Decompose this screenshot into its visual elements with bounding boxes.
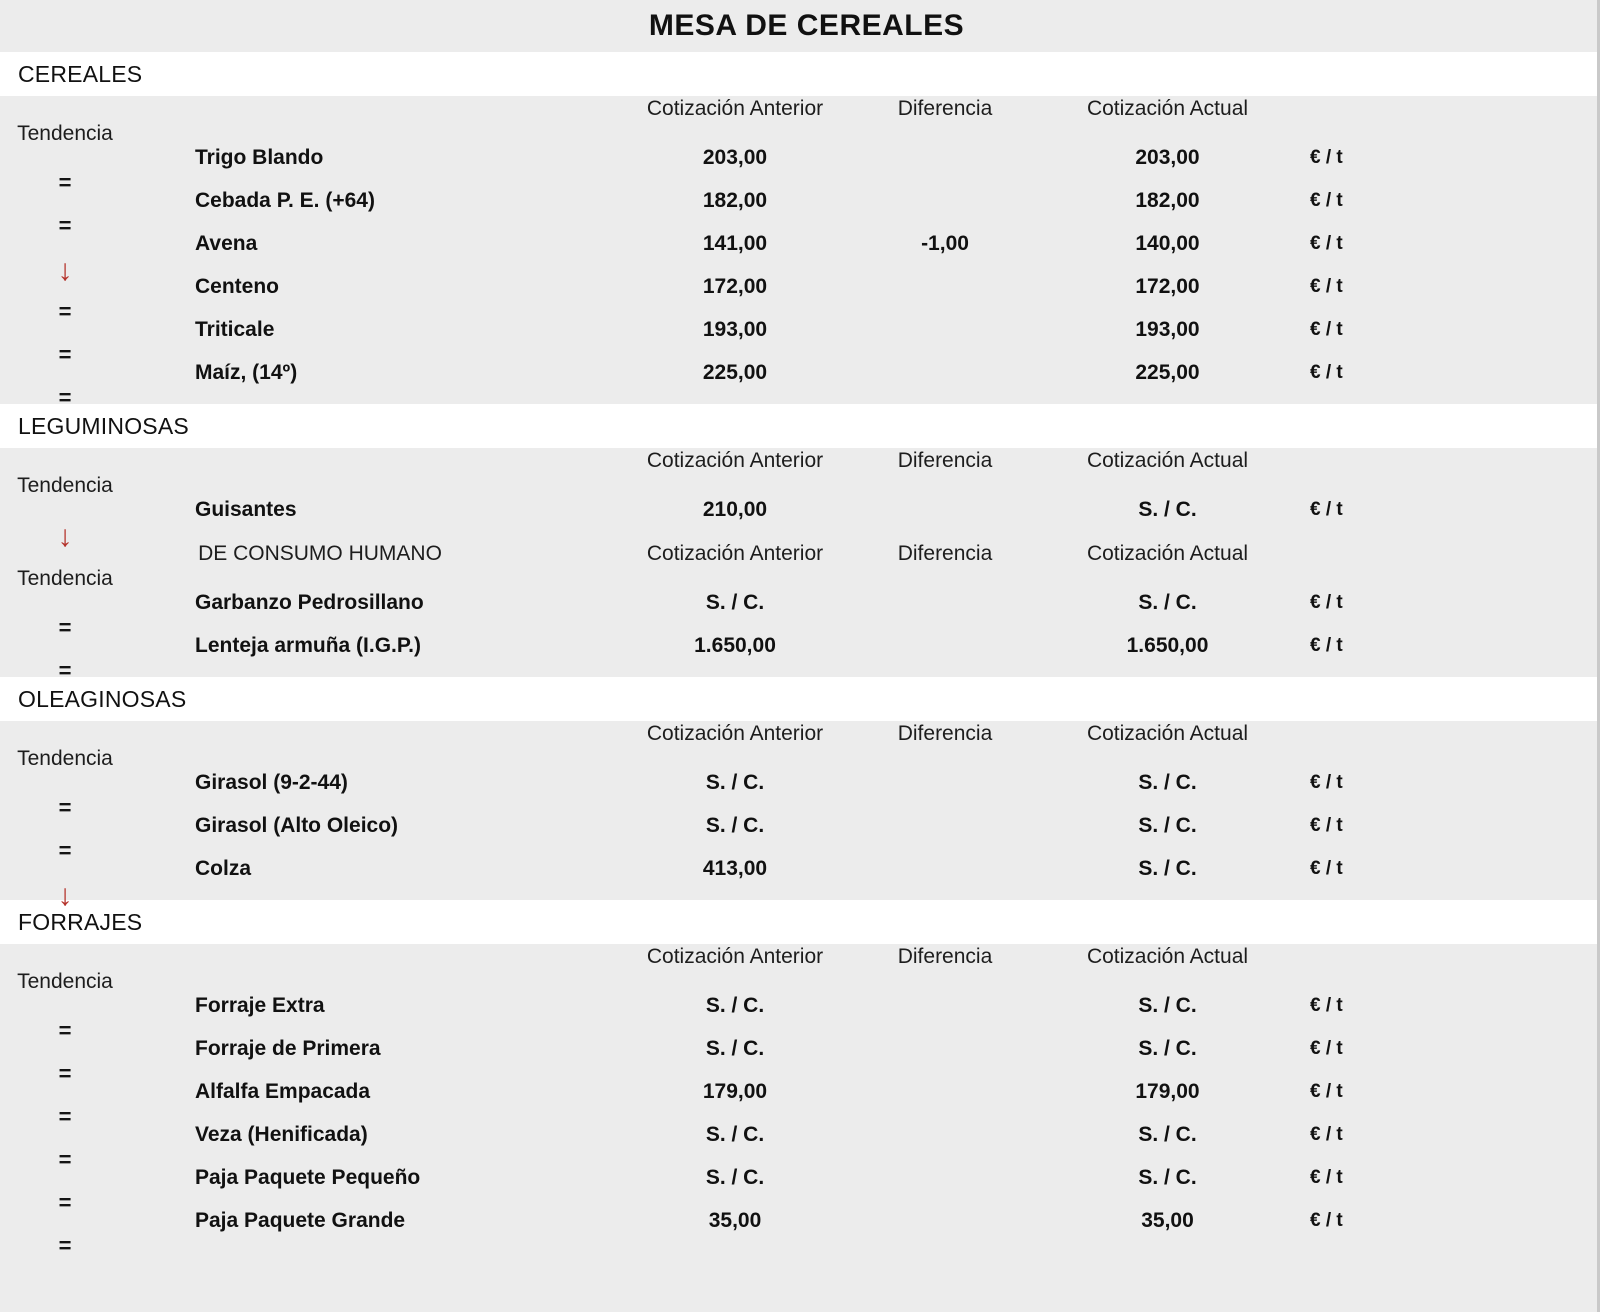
equals-icon: = bbox=[58, 385, 72, 410]
product-name-cell bbox=[0, 1123, 635, 1147]
unit-label: € / t bbox=[1310, 772, 1343, 793]
unit-label: € / t bbox=[1310, 1038, 1343, 1059]
page-title-bar bbox=[0, 0, 1597, 52]
product-name: Forraje Extra bbox=[195, 994, 325, 1017]
product-name-cell bbox=[0, 189, 635, 213]
arrow-down-icon: ↓ bbox=[57, 879, 73, 912]
current-quote-value: 172,00 bbox=[1135, 275, 1200, 298]
product-name-cell bbox=[0, 146, 635, 170]
table-row bbox=[0, 318, 1597, 367]
unit-label: € / t bbox=[1310, 147, 1343, 168]
equals-icon: = bbox=[58, 213, 72, 238]
column-heading-difference: Diferencia bbox=[897, 721, 993, 745]
previous-quote-value: S. / C. bbox=[705, 1037, 765, 1060]
equals-icon: = bbox=[58, 838, 72, 863]
column-heading-difference: Diferencia bbox=[897, 541, 993, 565]
table-row bbox=[0, 275, 1597, 324]
table-row bbox=[0, 634, 1597, 683]
product-name: Trigo Blando bbox=[195, 146, 324, 169]
current-quote-value: 35,00 bbox=[1141, 1209, 1194, 1232]
current-quote-value: S. / C. bbox=[1138, 1037, 1197, 1060]
table-row bbox=[0, 814, 1597, 863]
product-name: Forraje de Primera bbox=[195, 1037, 381, 1060]
column-heading-row bbox=[0, 96, 1597, 146]
table-row bbox=[0, 1123, 1597, 1172]
product-name: Girasol (9-2-44) bbox=[195, 771, 348, 794]
column-heading-current: Cotización Actual bbox=[1086, 448, 1249, 472]
product-name-cell bbox=[0, 275, 635, 299]
product-name-cell bbox=[0, 591, 635, 615]
previous-quote-value: S. / C. bbox=[705, 814, 765, 837]
trend-cell bbox=[0, 1233, 185, 1259]
column-heading-difference: Diferencia bbox=[897, 944, 993, 968]
column-heading-trend: Tendencia bbox=[17, 746, 113, 770]
equals-icon: = bbox=[58, 1018, 72, 1043]
previous-quote-value: 1.650,00 bbox=[694, 634, 776, 657]
table-row bbox=[0, 146, 1597, 195]
unit-label: € / t bbox=[1310, 1081, 1343, 1102]
table-row bbox=[0, 771, 1597, 820]
product-name: Lenteja armuña (I.G.P.) bbox=[195, 634, 422, 657]
product-name: Maíz, (14º) bbox=[195, 361, 298, 384]
column-heading-trend: Tendencia bbox=[17, 121, 113, 145]
section-title: CEREALES bbox=[18, 60, 143, 87]
column-heading-difference: Diferencia bbox=[897, 96, 993, 120]
product-name-cell bbox=[0, 1037, 635, 1061]
product-name-cell bbox=[0, 857, 635, 881]
previous-quote-value: S. / C. bbox=[705, 994, 765, 1017]
current-quote-value: S. / C. bbox=[1138, 498, 1197, 521]
product-name: Alfalfa Empacada bbox=[195, 1080, 371, 1103]
product-name-cell bbox=[0, 232, 635, 256]
subsection-label: DE CONSUMO HUMANO bbox=[198, 541, 442, 565]
equals-icon: = bbox=[58, 1147, 72, 1172]
column-heading-previous: Cotización Anterior bbox=[646, 944, 824, 968]
table-row bbox=[0, 1037, 1597, 1086]
column-heading-current: Cotización Actual bbox=[1086, 541, 1249, 565]
unit-label: € / t bbox=[1310, 233, 1343, 254]
column-heading-current: Cotización Actual bbox=[1086, 944, 1249, 968]
current-quote-value: S. / C. bbox=[1138, 857, 1197, 880]
column-heading-previous: Cotización Anterior bbox=[646, 541, 824, 565]
table-row bbox=[0, 857, 1597, 912]
equals-icon: = bbox=[58, 1190, 72, 1215]
unit-label: € / t bbox=[1310, 1124, 1343, 1145]
subsection-heading-row bbox=[0, 541, 1597, 591]
unit-label: € / t bbox=[1310, 635, 1343, 656]
product-name-cell bbox=[0, 634, 635, 658]
difference-value: -1,00 bbox=[921, 232, 969, 255]
previous-quote-value: 413,00 bbox=[702, 857, 768, 880]
previous-quote-value: 193,00 bbox=[702, 318, 768, 341]
previous-quote-value: 203,00 bbox=[702, 146, 768, 169]
product-name: Veza (Henificada) bbox=[195, 1123, 368, 1146]
table-row bbox=[0, 1166, 1597, 1215]
unit-label: € / t bbox=[1310, 276, 1343, 297]
current-quote-value: 203,00 bbox=[1135, 146, 1200, 169]
previous-quote-value: S. / C. bbox=[705, 771, 765, 794]
equals-icon: = bbox=[58, 342, 72, 367]
current-quote-value: 193,00 bbox=[1135, 318, 1200, 341]
equals-icon: = bbox=[58, 170, 72, 195]
product-name: Guisantes bbox=[195, 498, 297, 521]
section-title: FORRAJES bbox=[18, 908, 143, 935]
current-quote-value: 1.650,00 bbox=[1126, 634, 1209, 657]
table-row bbox=[0, 1209, 1597, 1258]
column-heading-previous: Cotización Anterior bbox=[646, 96, 824, 120]
product-name: Girasol (Alto Oleico) bbox=[195, 814, 399, 837]
current-quote-value: 179,00 bbox=[1135, 1080, 1200, 1103]
unit-label: € / t bbox=[1310, 858, 1343, 879]
table-row bbox=[0, 591, 1597, 640]
product-name: Paja Paquete Pequeño bbox=[195, 1166, 421, 1189]
previous-quote-value: 179,00 bbox=[702, 1080, 768, 1103]
previous-quote-value: S. / C. bbox=[705, 591, 765, 614]
unit-label: € / t bbox=[1310, 1210, 1343, 1231]
section-header-oleaginosas bbox=[0, 677, 1597, 721]
product-name-cell bbox=[0, 1166, 635, 1190]
column-heading-current: Cotización Actual bbox=[1086, 96, 1249, 120]
column-heading-trend: Tendencia bbox=[17, 566, 113, 590]
product-name-cell bbox=[0, 1080, 635, 1104]
equals-icon: = bbox=[58, 299, 72, 324]
column-heading-trend: Tendencia bbox=[17, 969, 113, 993]
current-quote-value: S. / C. bbox=[1138, 591, 1197, 614]
column-heading-previous: Cotización Anterior bbox=[646, 448, 824, 472]
section-body-forrajes bbox=[0, 944, 1597, 1258]
unit-label: € / t bbox=[1310, 190, 1343, 211]
section-header-leguminosas bbox=[0, 404, 1597, 448]
section-body-cereales bbox=[0, 96, 1597, 410]
trend-cell bbox=[0, 658, 185, 684]
previous-quote-value: 182,00 bbox=[702, 189, 768, 212]
product-name-cell bbox=[0, 814, 635, 838]
equals-icon: = bbox=[58, 1104, 72, 1129]
unit-label: € / t bbox=[1310, 1167, 1343, 1188]
section-body-oleaginosas bbox=[0, 721, 1597, 912]
equals-icon: = bbox=[58, 658, 72, 683]
product-name: Colza bbox=[195, 857, 252, 880]
current-quote-value: S. / C. bbox=[1138, 814, 1197, 837]
previous-quote-value: 141,00 bbox=[702, 232, 768, 255]
unit-label: € / t bbox=[1310, 499, 1343, 520]
column-heading-difference: Diferencia bbox=[897, 448, 993, 472]
section-title: LEGUMINOSAS bbox=[18, 412, 189, 439]
previous-quote-value: S. / C. bbox=[705, 1123, 765, 1146]
current-quote-value: S. / C. bbox=[1138, 771, 1197, 794]
trend-cell bbox=[0, 385, 185, 411]
unit-label: € / t bbox=[1310, 995, 1343, 1016]
product-name-cell bbox=[0, 771, 635, 795]
current-quote-value: S. / C. bbox=[1138, 994, 1197, 1017]
current-quote-value: 140,00 bbox=[1135, 232, 1200, 255]
current-quote-value: S. / C. bbox=[1138, 1123, 1197, 1146]
previous-quote-value: 225,00 bbox=[702, 361, 768, 384]
column-heading-trend: Tendencia bbox=[17, 473, 113, 497]
column-heading-row bbox=[0, 721, 1597, 771]
equals-icon: = bbox=[58, 1061, 72, 1086]
unit-label: € / t bbox=[1310, 319, 1343, 340]
previous-quote-value: S. / C. bbox=[705, 1166, 765, 1189]
product-name-cell bbox=[0, 1209, 635, 1233]
product-name-cell bbox=[0, 361, 635, 385]
arrow-down-icon: ↓ bbox=[57, 520, 73, 553]
previous-quote-value: 172,00 bbox=[702, 275, 768, 298]
product-name-cell bbox=[0, 318, 635, 342]
unit-label: € / t bbox=[1310, 592, 1343, 613]
product-name: Garbanzo Pedrosillano bbox=[195, 591, 424, 614]
current-quote-value: S. / C. bbox=[1138, 1166, 1197, 1189]
table-row bbox=[0, 361, 1597, 410]
unit-label: € / t bbox=[1310, 362, 1343, 383]
section-title: OLEAGINOSAS bbox=[18, 685, 187, 712]
product-name: Triticale bbox=[195, 318, 275, 341]
section-header-cereales bbox=[0, 52, 1597, 96]
column-heading-previous: Cotización Anterior bbox=[646, 721, 824, 745]
trend-cell bbox=[0, 881, 185, 911]
column-heading-row bbox=[0, 944, 1597, 994]
table-row bbox=[0, 994, 1597, 1043]
column-heading-row bbox=[0, 448, 1597, 498]
equals-icon: = bbox=[58, 1233, 72, 1258]
product-name: Avena bbox=[195, 232, 258, 255]
arrow-down-icon: ↓ bbox=[57, 254, 73, 287]
equals-icon: = bbox=[58, 615, 72, 640]
sections-container bbox=[0, 52, 1597, 1258]
unit-label: € / t bbox=[1310, 815, 1343, 836]
table-row bbox=[0, 189, 1597, 238]
page-title: MESA DE CEREALES bbox=[648, 9, 965, 42]
previous-quote-value: 35,00 bbox=[708, 1209, 762, 1232]
product-name: Cebada P. E. (+64) bbox=[195, 189, 375, 212]
section-header-forrajes bbox=[0, 900, 1597, 944]
product-name: Paja Paquete Grande bbox=[195, 1209, 406, 1232]
current-quote-value: 182,00 bbox=[1135, 189, 1200, 212]
column-heading-current: Cotización Actual bbox=[1086, 721, 1249, 745]
equals-icon: = bbox=[58, 795, 72, 820]
product-name-cell bbox=[0, 498, 635, 522]
product-name: Centeno bbox=[195, 275, 279, 298]
product-name-cell bbox=[0, 994, 635, 1018]
table-row bbox=[0, 1080, 1597, 1129]
previous-quote-value: 210,00 bbox=[702, 498, 768, 521]
current-quote-value: 225,00 bbox=[1135, 361, 1200, 384]
section-body-leguminosas bbox=[0, 448, 1597, 683]
